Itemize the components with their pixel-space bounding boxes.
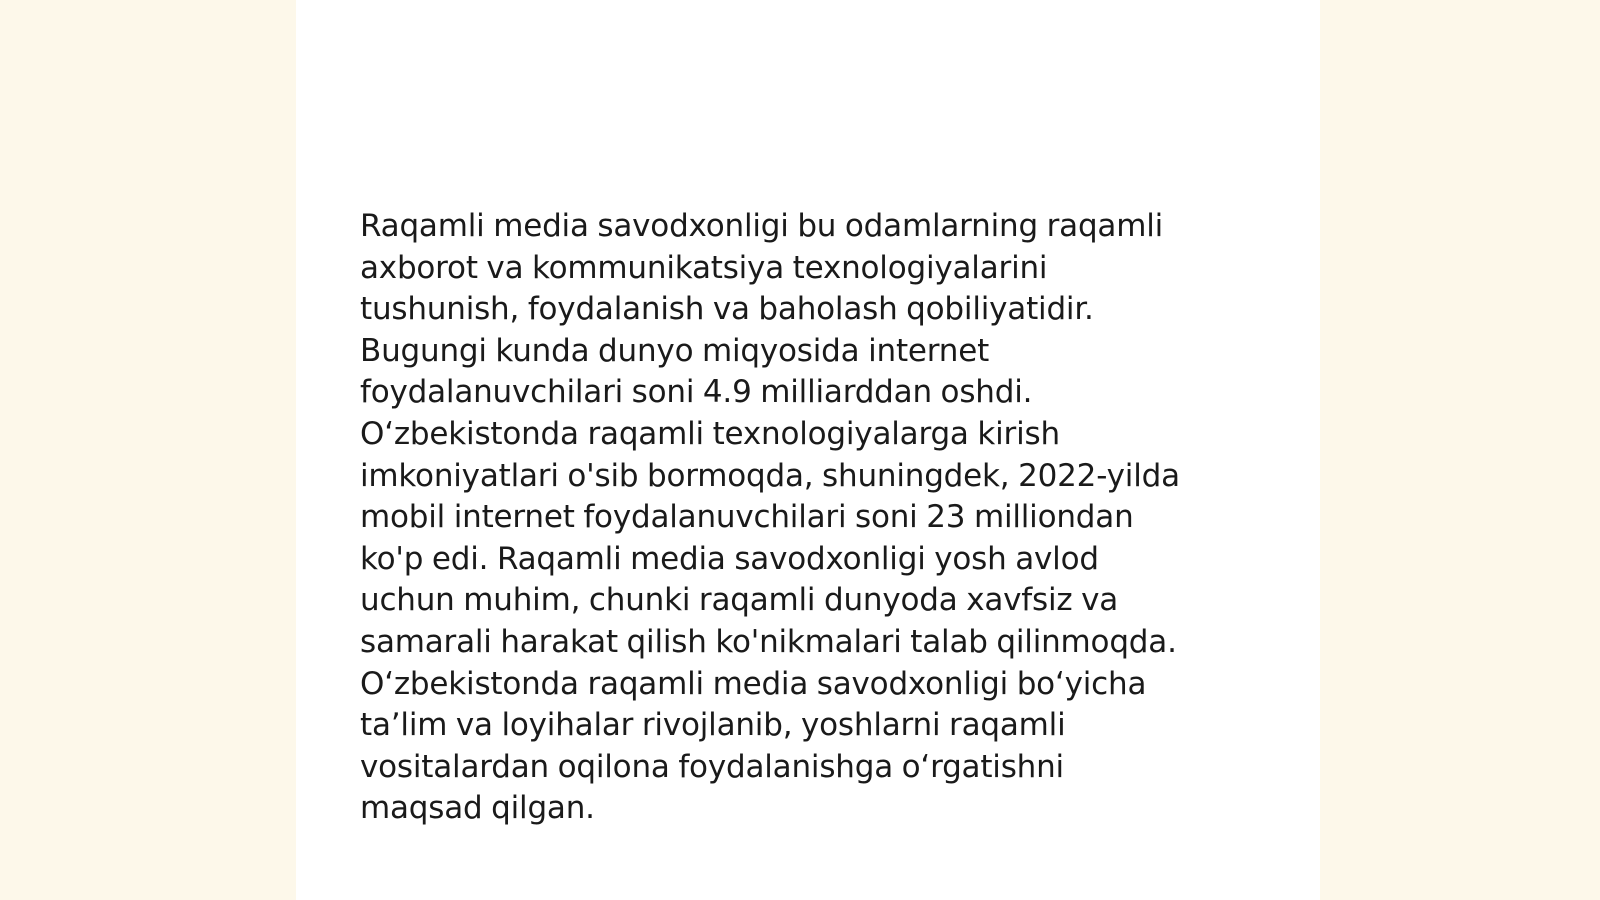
paragraph-line: axborot va kommunikatsiya texnologiyalarini [360, 249, 1048, 286]
paragraph-line: O‘zbekistonda raqamli texnologiyalarga kirish [360, 415, 1060, 452]
paragraph-line: Bugungi kunda dunyo miqyosida internet [360, 332, 990, 369]
body-paragraph [360, 206, 1260, 830]
paragraph-line: O‘zbekistonda raqamli media savodxonligi bo‘yicha [360, 665, 1147, 702]
paragraph-line: imkoniyatlari o'sib bormoqda, shuningdek, 2022-yilda [360, 457, 1180, 494]
paragraph-line: ko'p edi. Raqamli media savodxonligi yosh avlod [360, 540, 1099, 577]
paragraph-line: uchun muhim, chunki raqamli dunyoda xavfsiz va [360, 582, 1119, 619]
document-page [296, 0, 1320, 900]
paragraph-line: ta’lim va loyihalar rivojlanib, yoshlarni raqamli [360, 707, 1066, 744]
paragraph-line: samarali harakat qilish ko'nikmalari talab qilinmoqda. [360, 623, 1177, 660]
paragraph-line: Raqamli media savodxonligi bu odamlarning raqamli [360, 208, 1164, 244]
paragraph-line: maqsad qilgan. [360, 790, 595, 827]
paragraph-line: foydalanuvchilari soni 4.9 milliarddan oshdi. [360, 374, 1033, 411]
paragraph-line: tushunish, foydalanish va baholash qobiliyatidir. [360, 291, 1094, 328]
paragraph-line: mobil internet foydalanuvchilari soni 23 milliondan [360, 499, 1134, 536]
paragraph-line: vositalardan oqilona foydalanishga o‘rgatishni [360, 748, 1064, 785]
